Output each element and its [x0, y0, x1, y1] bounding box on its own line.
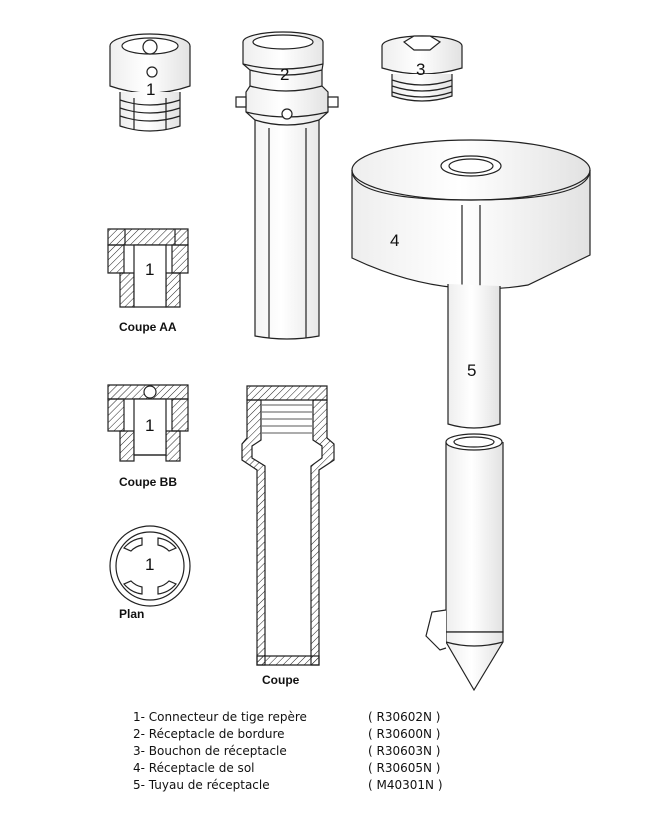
legend-ref-3: ( R30603N )	[368, 744, 441, 758]
legend-label-3: 3- Bouchon de réceptacle	[133, 744, 287, 758]
caption-coupe: Coupe	[262, 673, 300, 687]
legend-row	[133, 726, 493, 743]
legend-label-4: 4- Réceptacle de sol	[133, 761, 255, 775]
legend-row	[133, 760, 493, 777]
legend-ref-1: ( R30602N )	[368, 710, 441, 724]
callout-plan: 1	[145, 555, 155, 574]
parts-legend	[133, 709, 493, 794]
legend-ref-4: ( R30605N )	[368, 761, 441, 775]
part-5-tube-drawing	[426, 284, 503, 690]
caption-coupe-aa: Coupe AA	[119, 320, 177, 334]
caption-coupe-bb: Coupe BB	[119, 475, 177, 489]
legend-label-5: 5- Tuyau de réceptacle	[133, 778, 270, 792]
callout-section-bb: 1	[145, 416, 155, 435]
callout-part-4: 4	[390, 231, 400, 250]
callout-part-1: 1	[146, 80, 156, 99]
legend-row	[133, 709, 493, 726]
legend-ref-5: ( M40301N )	[368, 778, 443, 792]
legend-ref-2: ( R30600N )	[368, 727, 441, 741]
callout-part-2: 2	[280, 65, 290, 84]
callout-part-5: 5	[467, 361, 477, 380]
section-part-2-drawing	[242, 386, 334, 665]
legend-row	[133, 743, 493, 760]
callout-part-3: 3	[416, 60, 426, 79]
part-4-floor-receptacle-drawing	[352, 140, 590, 296]
legend-label-1: 1- Connecteur de tige repère	[133, 710, 307, 724]
legend-row	[133, 777, 493, 794]
legend-label-2: 2- Réceptacle de bordure	[133, 727, 285, 741]
caption-plan: Plan	[119, 607, 145, 621]
callout-section-aa: 1	[145, 260, 155, 279]
